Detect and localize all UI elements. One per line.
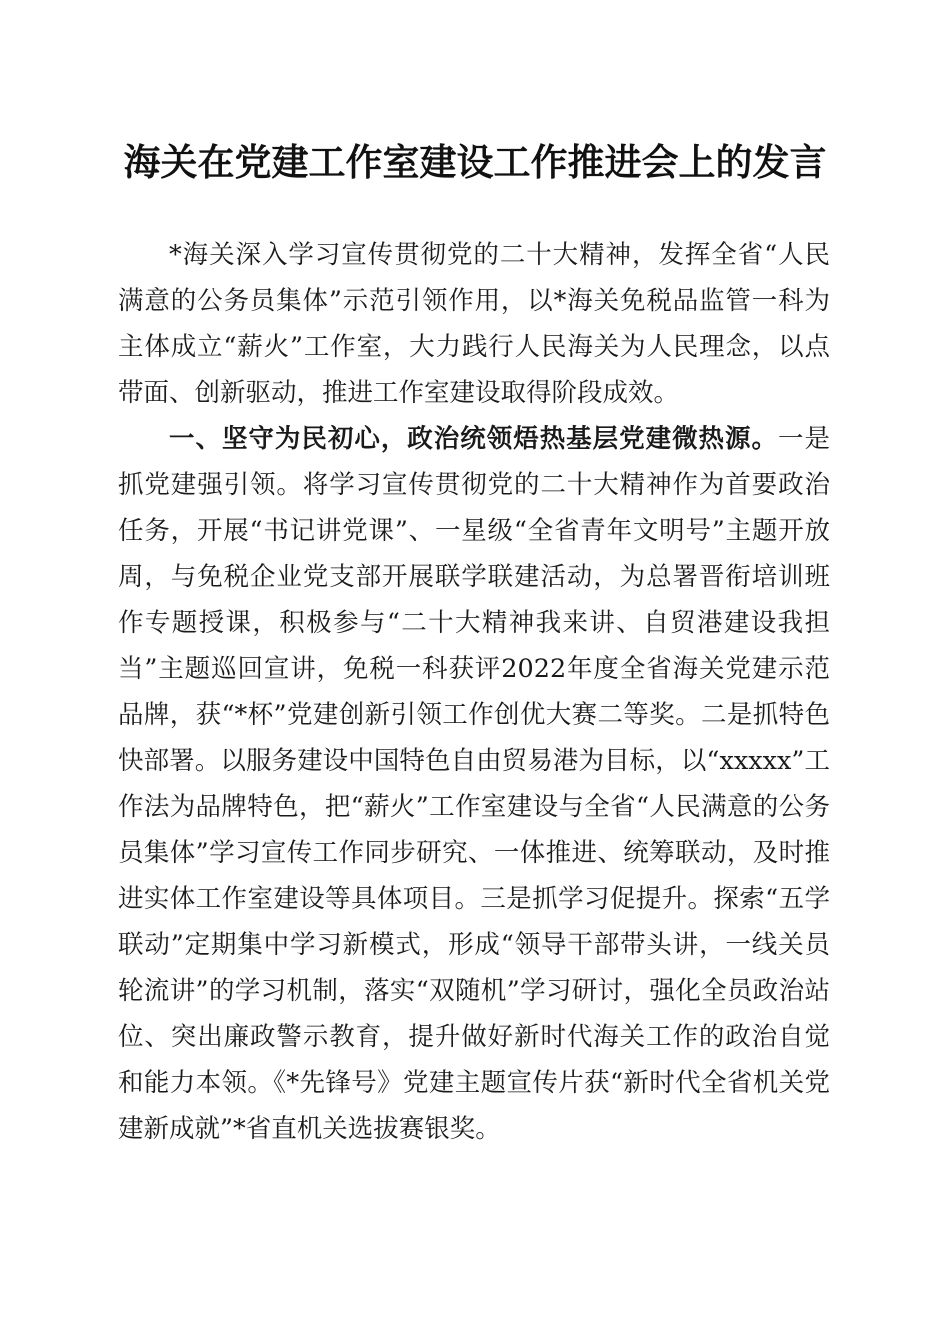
document-body <box>118 232 830 1152</box>
section-1-paragraph <box>118 416 830 1152</box>
intro-paragraph: *海关深入学习宣传贯彻党的二十大精神，发挥全省“人民满意的公务员集体”示范引领作用，以*海关免税品监管一科为主体成立“薪火”工作室，大力践行人民海关为人民理念，以点带面、创新驱动，推进工作室建设取得阶段成效。 <box>118 240 830 408</box>
section-1-heading: 一、坚守为民初心，政治统领焐热基层党建微热源。 <box>169 424 778 454</box>
document-title: 海关在党建工作室建设工作推进会上的发言 <box>123 140 827 184</box>
section-1-body: 一是抓党建强引领。将学习宣传贯彻党的二十大精神作为首要政治任务，开展“书记讲党课”、一星级“全省青年文明号”主题开放周，与免税企业党支部开展联学联建活动，为总署晋衔培训班作专题授课，积极参与“二十大精神我来讲、自贸港建设我担当”主题巡回宣讲，免税一科获评2022年度全省海关党建示范品牌，获“*杯”党建创新引领工作创优大赛二等奖。二是抓特色快部署。以服务建设中国特色自由贸易港为目标，以“xxxxx”工作法为品牌特色，把“薪火”工作室建设与全省“人民满意的公务员集体”学习宣传工作同步研究、一体推进、统筹联动，及时推进实体工作室建设等具体项目。三是抓学习促提升。探索“五学联动”定期集中学习新模式，形成“领导干部带头讲，一线关员轮流讲”的学习机制，落实“双随机”学习研讨，强化全员政治站位、突出廉政警示教育，提升做好新时代海关工作的政治自觉和能力本领。《*先锋号》党建主题宣传片获“新时代全省机关党建新成就”*省直机关选拔赛银奖。 <box>118 424 830 1144</box>
